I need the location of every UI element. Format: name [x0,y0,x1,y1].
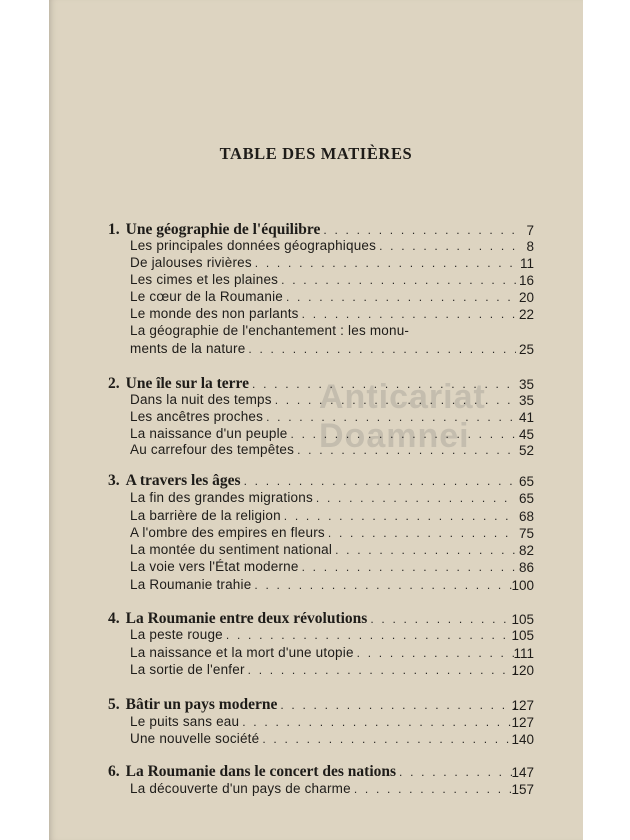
toc-entry [130,661,519,678]
dot-leader [280,697,516,714]
page-number: 7 [526,223,534,238]
toc-entry [130,713,519,730]
page-number: 86 [518,560,534,575]
dot-leader [286,289,516,306]
chapter-heading [108,696,519,713]
toc-entry [130,558,519,575]
entry-label: La peste rouge [130,627,223,642]
chapter-heading [108,472,519,489]
page-number: 140 [511,732,534,747]
dot-leader [281,272,516,289]
entry-label: Les cimes et les plaines [130,272,279,287]
toc-entry [130,626,519,643]
page-number: 127 [511,698,534,713]
entry-label: La fin des grandes migrations [130,490,313,505]
page-number: 120 [511,663,534,678]
page-number: 22 [518,307,534,322]
chapter-title: Bâtir un pays moderne [125,696,278,713]
entry-label: Le puits sans eau [130,714,240,729]
chapter-heading [108,375,519,392]
watermark: Anticariat Doamnei [319,378,486,455]
chapter-heading [108,221,519,238]
toc-entry [130,524,519,541]
book-page [49,0,583,840]
entry-label: Le cœur de la Roumanie [130,289,283,304]
page-number: 11 [519,256,534,271]
toc-entry [130,254,519,271]
entry-label: La Roumanie trahie [130,577,252,592]
entry-label: Le monde des non parlants [130,306,299,321]
chapter-title: La Roumanie dans le concert des nations [125,763,397,780]
toc-entry [130,322,519,339]
chapter-number: 1. [108,221,120,238]
entry-label: La barrière de la religion [130,508,281,523]
dot-leader [284,508,516,525]
page-number: 35 [518,393,534,408]
entry-label: Une nouvelle société [130,731,260,746]
page-number: 25 [518,342,534,357]
chapter-number: 5. [108,696,120,713]
toc-entry [130,271,519,288]
page-number: 105 [511,612,534,627]
page-number: 105 [511,628,534,643]
toc-entry [130,425,519,442]
toc-entry [130,391,519,408]
chapter-number: 2. [108,375,120,392]
toc-entry [130,408,519,425]
entry-label: A l'ombre des empires en fleurs [130,525,325,540]
entry-label: La montée du sentiment national [130,542,333,557]
page-number: 16 [518,273,534,288]
page-title: TABLE DES MATIÈRES [219,144,413,163]
entry-label: La naissance et la mort d'une utopie [130,645,354,660]
page-number: 65 [518,474,534,489]
toc-entry [130,441,519,458]
dot-leader [254,577,516,594]
dot-leader [255,255,516,272]
page-number: 65 [518,491,534,506]
dot-leader [242,714,516,731]
entry-label: La sortie de l'enfer [130,662,245,677]
dot-leader [244,473,516,490]
dot-leader [248,662,516,679]
page-number: 147 [511,765,534,780]
toc-entry [130,305,519,322]
toc-entry [130,644,519,661]
toc-entry [130,237,519,254]
toc-entry [130,730,519,747]
toc-entry [130,541,519,558]
entry-label: La voie vers l'État moderne [130,559,299,574]
entry-label: Dans la nuit des temps [130,392,272,407]
chapter-number: 3. [108,472,120,489]
page-number: 35 [518,377,534,392]
toc-entry [130,576,519,593]
chapter-title: Une géographie de l'équilibre [125,221,321,238]
chapter-title: La Roumanie entre deux révolutions [125,610,368,627]
dot-leader [266,409,516,426]
chapter-heading [108,763,519,780]
page-number: 75 [518,526,534,541]
toc-entry [130,340,519,357]
page-number: 41 [518,410,534,425]
page-number: 68 [518,509,534,524]
dot-leader [275,392,516,409]
entry-label: Les ancêtres proches [130,409,264,424]
page-number: 20 [518,290,534,305]
page-number: 157 [511,782,534,797]
entry-label: De jalouses rivières [130,255,252,270]
dot-leader [248,341,516,358]
page-number: 100 [511,578,534,593]
chapter-number: 6. [108,763,120,780]
toc-entry [130,489,519,506]
page-number: 82 [518,543,534,558]
page-number: 45 [518,427,534,442]
entry-label: La géographie de l'enchantement : les monu- [130,323,410,338]
chapter-title: Une île sur la terre [125,375,250,392]
entry-label: Les principales données géographiques [130,238,377,253]
dot-leader [226,627,516,644]
toc-entry [130,507,519,524]
entry-label: La découverte d'un pays de charme [130,781,351,796]
page-number: 111 [513,646,534,661]
page-number: 8 [526,239,534,254]
dot-leader [262,731,516,748]
entry-label: Au carrefour des tempêtes [130,442,295,457]
page-number: 127 [511,715,534,730]
entry-label: La naissance d'un peuple [130,426,288,441]
entry-label: ments de la nature [130,341,246,356]
chapter-heading [108,610,519,627]
toc-entry [130,780,519,797]
chapter-number: 4. [108,610,120,627]
chapter-title: A travers les âges [125,472,241,489]
page-number: 52 [518,443,534,458]
toc-entry [130,288,519,305]
